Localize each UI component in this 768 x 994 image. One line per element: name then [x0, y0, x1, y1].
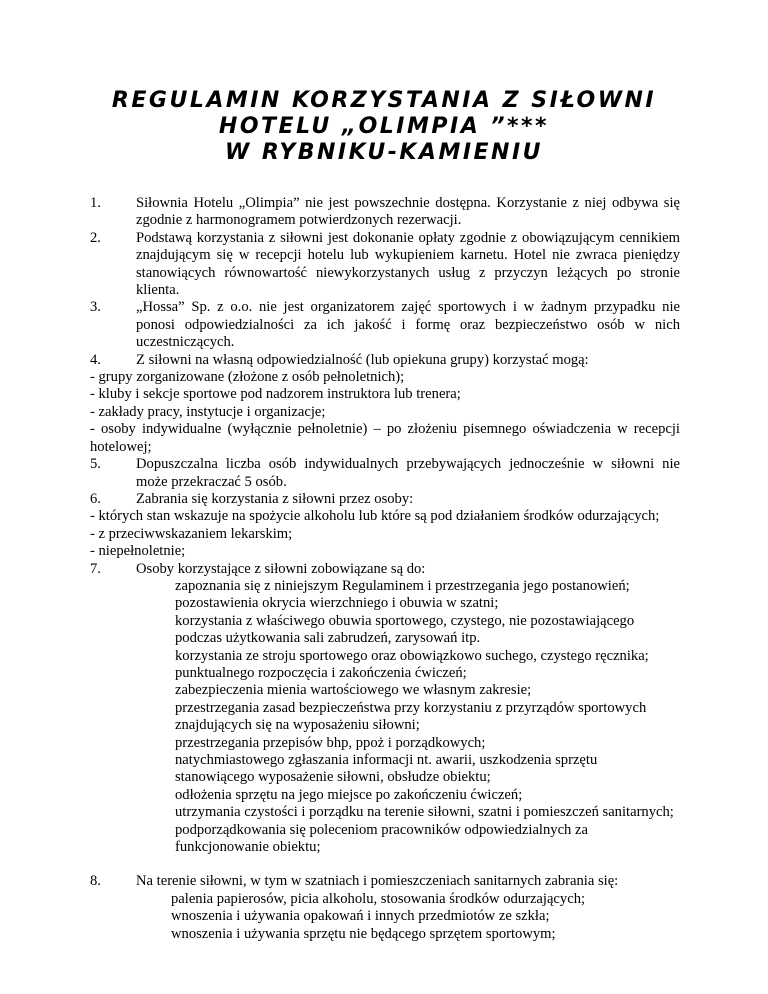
paragraph-text: „Hossa” Sp. z o.o. nie jest organizatorem zajęć sportowych i w żadnym przypadku nie ponosi odpowiedzialności za ich jakość i formę oraz bezpieczeństwo osób w nich uczestniczących.	[136, 299, 680, 351]
paragraph-text: Na terenie siłowni, w tym w szatniach i pomieszczeniach sanitarnych zabrania się:	[136, 873, 619, 890]
paragraph-number: 2.	[90, 229, 101, 246]
list-item: podporządkowania się poleceniom pracowników odpowiedzialnych za funkcjonowanie obiektu;	[175, 821, 588, 856]
list-item: - niepełnoletnie;	[90, 543, 186, 560]
paragraph-number: 8.	[90, 873, 101, 890]
paragraph-text: Siłownia Hotelu „Olimpia” nie jest powszechnie dostępna. Korzystanie z niej odbywa się zgodnie z harmonogramem potwierdzonych rezerwacji.	[136, 195, 680, 229]
paragraph-3	[90, 299, 680, 351]
document-title	[0, 88, 768, 166]
list-item: zapoznania się z niniejszym Regulaminem i przestrzegania jego postanowień;	[175, 577, 630, 594]
paragraph-text: Zabrania się korzystania z siłowni przez osoby:	[136, 490, 414, 507]
paragraph-1	[90, 195, 680, 230]
title-line-1: REGULAMIN KORZYSTANIA Z SIŁOWNI	[111, 88, 657, 113]
paragraph-number: 5.	[90, 456, 101, 473]
paragraph-number: 1.	[90, 195, 101, 211]
list-item: odłożenia sprzętu na jego miejsce po zakończeniu ćwiczeń;	[175, 786, 523, 803]
paragraph-number: 4.	[90, 351, 101, 368]
title-line-2: HOTELU „OLIMPIA ”***	[218, 114, 550, 139]
list-item: - zakłady pracy, instytucje i organizacje;	[90, 403, 326, 420]
paragraph-text: Osoby korzystające z siłowni zobowiązane są do:	[136, 560, 426, 577]
spacer	[90, 856, 680, 873]
paragraph-text: Dopuszczalna liczba osób indywidualnych przebywających jednocześnie w siłowni nie może przekraczać 5 osób.	[136, 456, 680, 490]
list-item: - osoby indywidualne (wyłącznie pełnoletnie) – po złożeniu pisemnego oświadczenia w recepcji hotelowej;	[90, 421, 680, 455]
paragraph-number: 6.	[90, 490, 101, 507]
list-item: - grupy zorganizowane (złożone z osób pełnoletnich);	[90, 369, 405, 386]
paragraph-number: 7.	[90, 560, 101, 577]
paragraph-4	[90, 352, 680, 369]
paragraph-text: Z siłowni na własną odpowiedzialność (lub opiekuna grupy) korzystać mogą:	[136, 351, 589, 368]
list-item: korzystania z właściwego obuwia sportowego, czystego, nie pozostawiającego podczas użytkowania sali zabrudzeń, zarysowań itp.	[175, 612, 635, 647]
list-item: palenia papierosów, picia alkoholu, stosowania środków odurzających;	[171, 890, 586, 907]
paragraph-6	[90, 491, 680, 508]
list-item: korzystania ze stroju sportowego oraz obowiązkowo suchego, czystego ręcznika;	[175, 647, 649, 664]
list-item: wnoszenia i używania sprzętu nie będącego sprzętem sportowym;	[171, 925, 556, 942]
list-item: - z przeciwwskazaniem lekarskim;	[90, 525, 293, 542]
paragraph-7	[90, 561, 680, 578]
regulations-body	[90, 195, 680, 943]
list-item: utrzymania czystości i porządku na terenie siłowni, szatni i pomieszczeń sanitarnych;	[175, 804, 674, 821]
title-line-3: W RYBNIKU-KAMIENIU	[224, 140, 544, 165]
list-item: - których stan wskazuje na spożycie alkoholu lub które są pod działaniem środków odurzających;	[90, 508, 660, 525]
list-item: przestrzegania zasad bezpieczeństwa przy korzystaniu z przyrządów sportowych znajdujących się na wyposażeniu siłowni;	[175, 699, 647, 734]
list-item: - kluby i sekcje sportowe pod nadzorem instruktora lub trenera;	[90, 386, 461, 403]
paragraph-number: 3.	[90, 299, 101, 316]
list-item: pozostawienia okrycia wierzchniego i obuwia w szatni;	[175, 595, 499, 612]
paragraph-5	[90, 456, 680, 491]
paragraph-8	[90, 873, 680, 890]
list-item: punktualnego rozpoczęcia i zakończenia ćwiczeń;	[175, 664, 467, 681]
list-item: zabezpieczenia mienia wartościowego we własnym zakresie;	[175, 682, 532, 699]
list-item: wnoszenia i używania opakowań i innych przedmiotów ze szkła;	[171, 908, 550, 925]
list-item: przestrzegania przepisów bhp, ppoż i porządkowych;	[175, 734, 486, 751]
paragraph-2	[90, 230, 680, 300]
list-item: natychmiastowego zgłaszania informacji nt. awarii, uszkodzenia sprzętu stanowiącego wyposażenie siłowni, obsłudze obiektu;	[175, 752, 598, 786]
paragraph-text: Podstawą korzystania z siłowni jest dokonanie opłaty zgodnie z obowiązującym cennikiem znajdującym się w recepcji hotelu lub wykupieniem karnetu. Hotel nie zwraca pieniędzy stanowiących równowartość niewykorzystanych usług z przyczyn leżących po stronie klienta.	[136, 229, 680, 299]
